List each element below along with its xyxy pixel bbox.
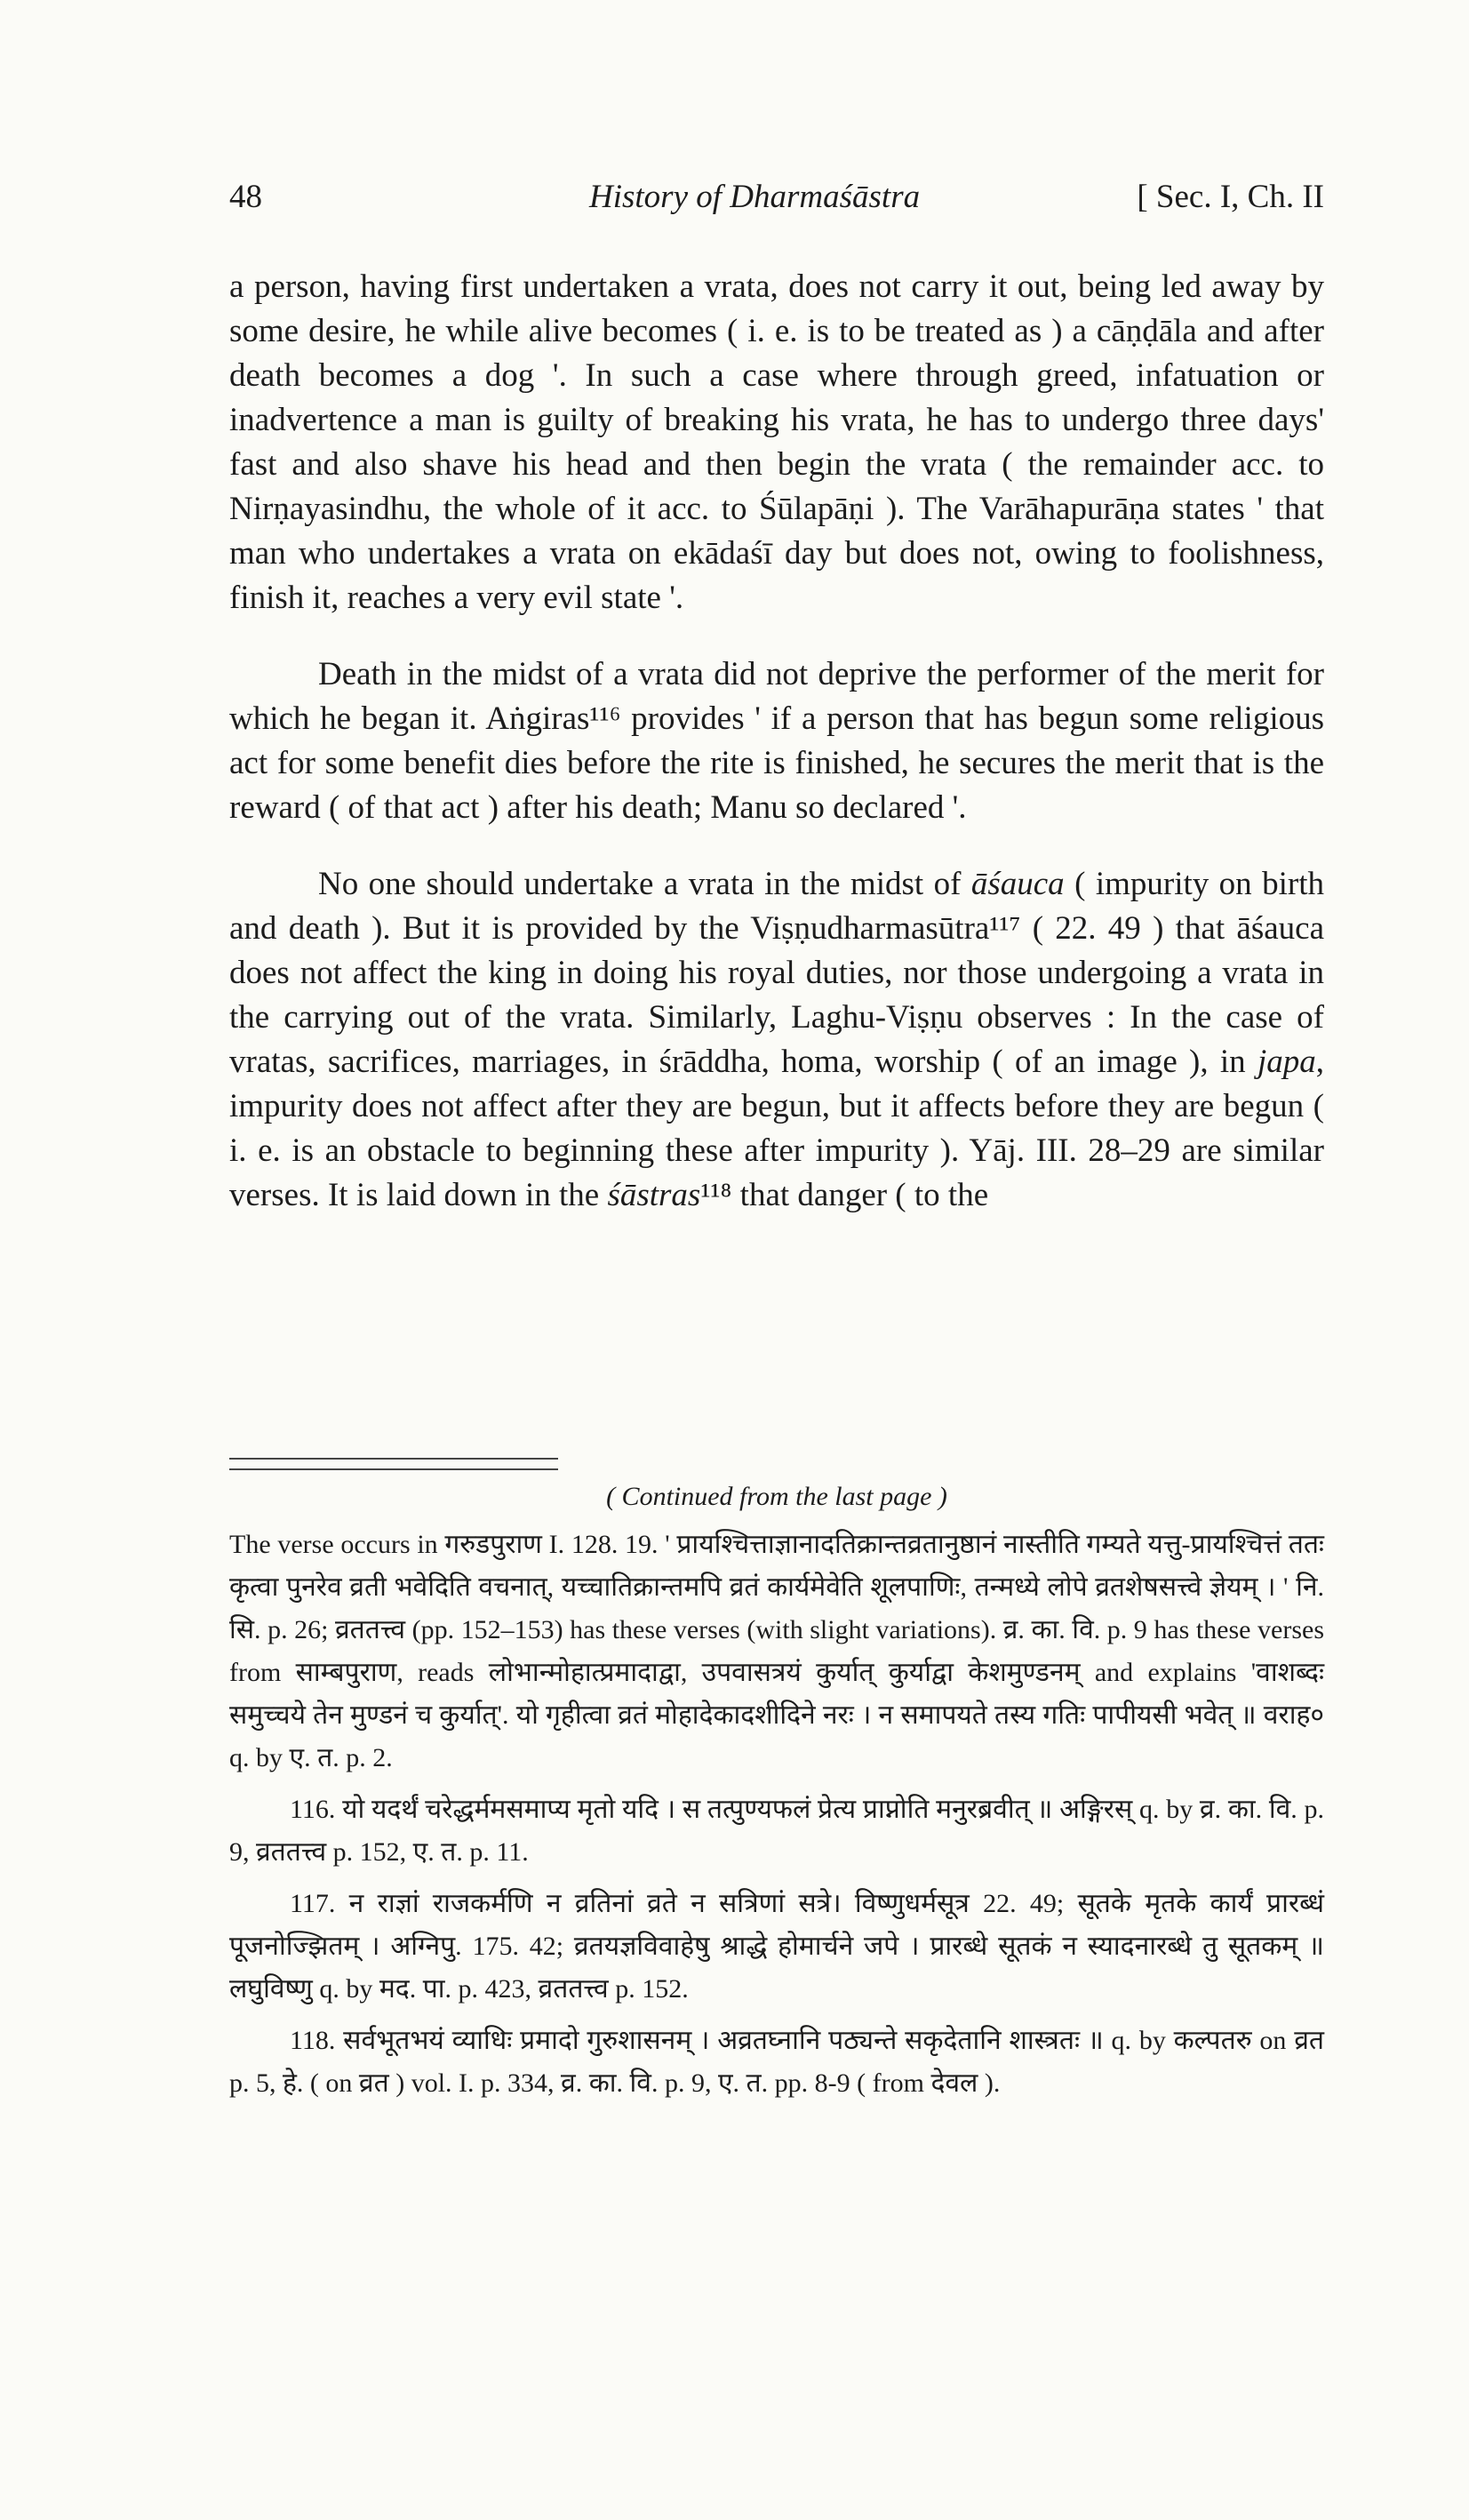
italic-term-asauca: āśauca: [970, 866, 1065, 902]
main-text: [229, 265, 1324, 1250]
paragraph-3-text-b: ( impurity on birth and death ). But it is provided by the Viṣṇudharmasūtra¹¹⁷ ( 22. 49 ) that āśauca does not affect the king in doing his royal duties, nor those undergoing a vrata in the carrying out of the vrata. Similarly, Laghu-Viṣṇu observes : In the case of vratas, sacrifices, marriages, in śrāddha, homa, worship ( of an image ), in: [229, 866, 1324, 1080]
paragraph-3-text-c: , impurity does not affect after they are begun, but it affects before they are begun ( i. e. is an obstacle to beginning these after impurity ). Yāj. III. 28–29 are similar verses. It is laid down in the: [229, 1044, 1324, 1213]
footnote-divider: [229, 1458, 558, 1470]
paragraph-1: a person, having first undertaken a vrata, does not carry it out, being led away by some desire, he while alive becomes ( i. e. is to be treated as ) a cāṇḍāla and after death becomes a dog '. In such a case where through greed, infatuation or inadvertence a man is guilty of breaking his vrata, he has to undergo three days' fast and also shave his head and then begin the vrata ( the remainder acc. to Nirṇayasindhu, the whole of it acc. to Śūlapāṇi ). The Varāhapurāṇa states ' that man who undertakes a vrata on ekādaśī day but does not, owing to foolishness, finish it, reaches a very evil state '.: [229, 268, 1324, 616]
paragraph-2: Death in the midst of a vrata did not deprive the performer of the merit for which he began it. Aṅgiras¹¹⁶ provides ' if a person that has begun some religious act for some benefit dies before the rite is finished, he secures the merit that is the reward ( of that act ) after his death; Manu so declared '.: [229, 656, 1324, 826]
italic-term-sastras: śāstras: [607, 1177, 701, 1213]
section-label: [ Sec. I, Ch. II: [1137, 179, 1324, 215]
footnote-116: 116. यो यदर्थं चरेद्धर्ममसमाप्य मृतो यदि । स तत्पुण्यफलं प्रेत्य प्राप्नोति मनुरब्रवीत् ॥ अङ्गिरस् q. by व्र. का. वि. p. 9, व्रततत्त्व p. 152, ए. त. p. 11.: [229, 1795, 1324, 1867]
running-header: [229, 178, 1324, 228]
paragraph-3-text-a: No one should undertake a vrata in the midst of: [318, 866, 971, 902]
footnotes: [229, 1476, 1324, 2114]
footnote-118: 118. सर्वभूतभयं व्याधिः प्रमादो गुरुशासनम् । अव्रतघ्नानि पठ्यन्ते सकृदेतानि शास्त्रतः ॥ q. by कल्पतरु on व्रत p. 5, हे. ( on व्रत ) vol. I. p. 334, व्र. का. वि. p. 9, ए. त. pp. 8-9 ( from देवल ).: [229, 2026, 1324, 2098]
paragraph-3-text-d: ¹¹⁸ that danger ( to the: [700, 1177, 989, 1213]
page-number: 48: [229, 179, 262, 215]
footnote-117: 117. न राज्ञां राजकर्मणि न व्रतिनां व्रते न सत्रिणां सत्रे। विष्णुधर्मसूत्र 22. 49; सूतके मृतके कार्यं प्रारब्धं पूजनोज्झितम् । अग्निपु. 175. 42; व्रतयज्ञविवाहेषु श्राद्धे होमार्चने जपे । प्रारब्धे सूतकं न स्यादनारब्धे तु सूतकम् ॥ लघुविष्णु q. by मद. पा. p. 423, व्रततत्त्व p. 152.: [229, 1889, 1324, 2004]
footnote-continued: The verse occurs in गरुडपुराण I. 128. 19. ' प्रायश्चित्ताज्ञानादतिक्रान्तव्रतानुष्ठानं नास्तीति गम्यते यत्तु-प्रायश्चित्तं ततः कृत्वा पुनरेव व्रती भवेदिति वचनात्, यच्चातिक्रान्तमपि व्रतं कार्यमेवेति शूलपाणिः, तन्मध्ये लोपे व्रतशेषसत्त्वे ज्ञेयम् । ' नि. सि. p. 26; व्रततत्त्व (pp. 152–153) has these verses (with slight variations). व्र. का. वि. p. 9 has these verses from साम्बपुराण, reads लोभान्मोहात्प्रमादाद्वा, उपवासत्रयं कुर्यात् कुर्याद्वा केशमुण्डनम् and explains 'वाशब्दः समुच्चये तेन मुण्डनं च कुर्यात्'. यो गृहीत्वा व्रतं मोहादेकादशीदिने नरः । न समापयते तस्य गतिः पापीयसी भवेत् ॥ वराह० q. by ए. त. p. 2.: [229, 1530, 1324, 1772]
running-title: History of Dharmaśāstra: [589, 179, 921, 215]
italic-term-japa: japa: [1257, 1044, 1316, 1080]
paragraph-3: [229, 862, 1324, 1218]
continued-note: ( Continued from the last page ): [606, 1482, 947, 1511]
